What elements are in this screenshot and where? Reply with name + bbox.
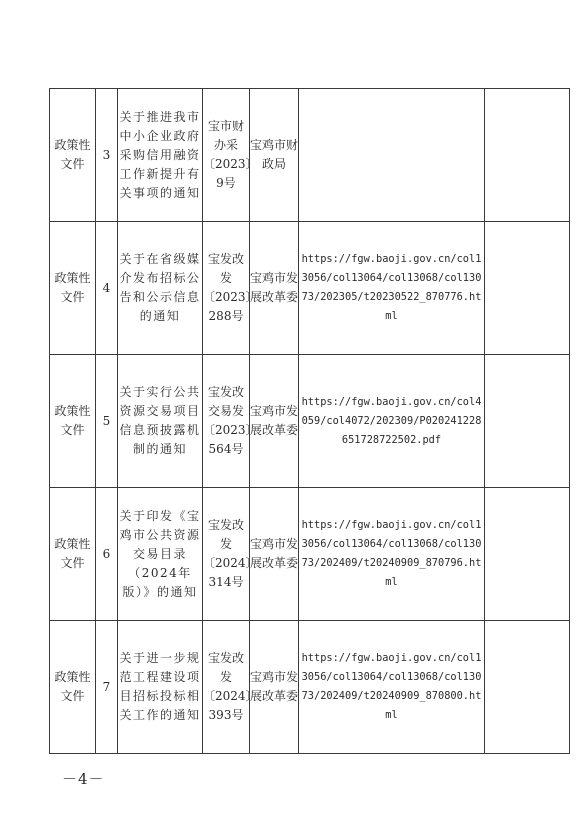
document-link[interactable]: https://fgw.baoji.gov.cn/col4059/col4072/202309/P020241228651728722502.pdf	[301, 395, 482, 446]
document-number: 宝发改交易发〔2023〕564号	[203, 355, 250, 488]
issuing-department: 宝鸡市发展改革委	[250, 621, 299, 754]
issuing-department: 宝鸡市发展改革委	[250, 355, 299, 488]
remarks-cell	[485, 488, 570, 621]
document-number: 宝市财办采〔2023〕9号	[203, 89, 250, 222]
document-url	[299, 621, 485, 754]
document-title: 关于实行公共资源交易项目信息预披露机制的通知	[118, 355, 203, 488]
document-title: 关于进一步规范工程建设项目招标投标相关工作的通知	[118, 621, 203, 754]
issuing-department: 宝鸡市发展改革委	[250, 222, 299, 355]
document-url	[299, 355, 485, 488]
policy-table	[49, 88, 570, 754]
issuing-department: 宝鸡市财政局	[250, 89, 299, 222]
document-number: 宝发改发〔2024〕393号	[203, 621, 250, 754]
table-row	[50, 355, 570, 488]
document-title: 关于印发《宝鸡市公共资源交易目录（2024年版）》的通知	[118, 488, 203, 621]
document-link[interactable]: https://fgw.baoji.gov.cn/col13056/col13064/col13068/col13073/202409/t20240909_870800.html	[301, 652, 482, 721]
issuing-department: 宝鸡市发展改革委	[250, 488, 299, 621]
document-link[interactable]: https://fgw.baoji.gov.cn/col13056/col13064/col13068/col13073/202409/t20240909_870796.html	[301, 519, 482, 588]
table-row	[50, 89, 570, 222]
category-cell: 政策性文件	[50, 488, 96, 621]
category-cell: 政策性文件	[50, 355, 96, 488]
row-number: 6	[96, 488, 118, 621]
document-title: 关于在省级媒介发布招标公告和公示信息的通知	[118, 222, 203, 355]
remarks-cell	[485, 222, 570, 355]
row-number: 7	[96, 621, 118, 754]
category-cell: 政策性文件	[50, 621, 96, 754]
category-cell: 政策性文件	[50, 222, 96, 355]
table-row	[50, 488, 570, 621]
document-number: 宝发改发〔2024〕314号	[203, 488, 250, 621]
page-number: －4－	[62, 770, 105, 788]
remarks-cell	[485, 621, 570, 754]
table-row	[50, 621, 570, 754]
row-number: 5	[96, 355, 118, 488]
document-url	[299, 89, 485, 222]
document-url	[299, 488, 485, 621]
document-url	[299, 222, 485, 355]
document-number: 宝发改发〔2023〕288号	[203, 222, 250, 355]
category-cell: 政策性文件	[50, 89, 96, 222]
document-title: 关于推进我市中小企业政府采购信用融资工作新提升有关事项的通知	[118, 89, 203, 222]
remarks-cell	[485, 355, 570, 488]
table-row	[50, 222, 570, 355]
row-number: 3	[96, 89, 118, 222]
document-link[interactable]: https://fgw.baoji.gov.cn/col13056/col13064/col13068/col13073/202305/t20230522_870776.html	[301, 253, 482, 322]
row-number: 4	[96, 222, 118, 355]
remarks-cell	[485, 89, 570, 222]
